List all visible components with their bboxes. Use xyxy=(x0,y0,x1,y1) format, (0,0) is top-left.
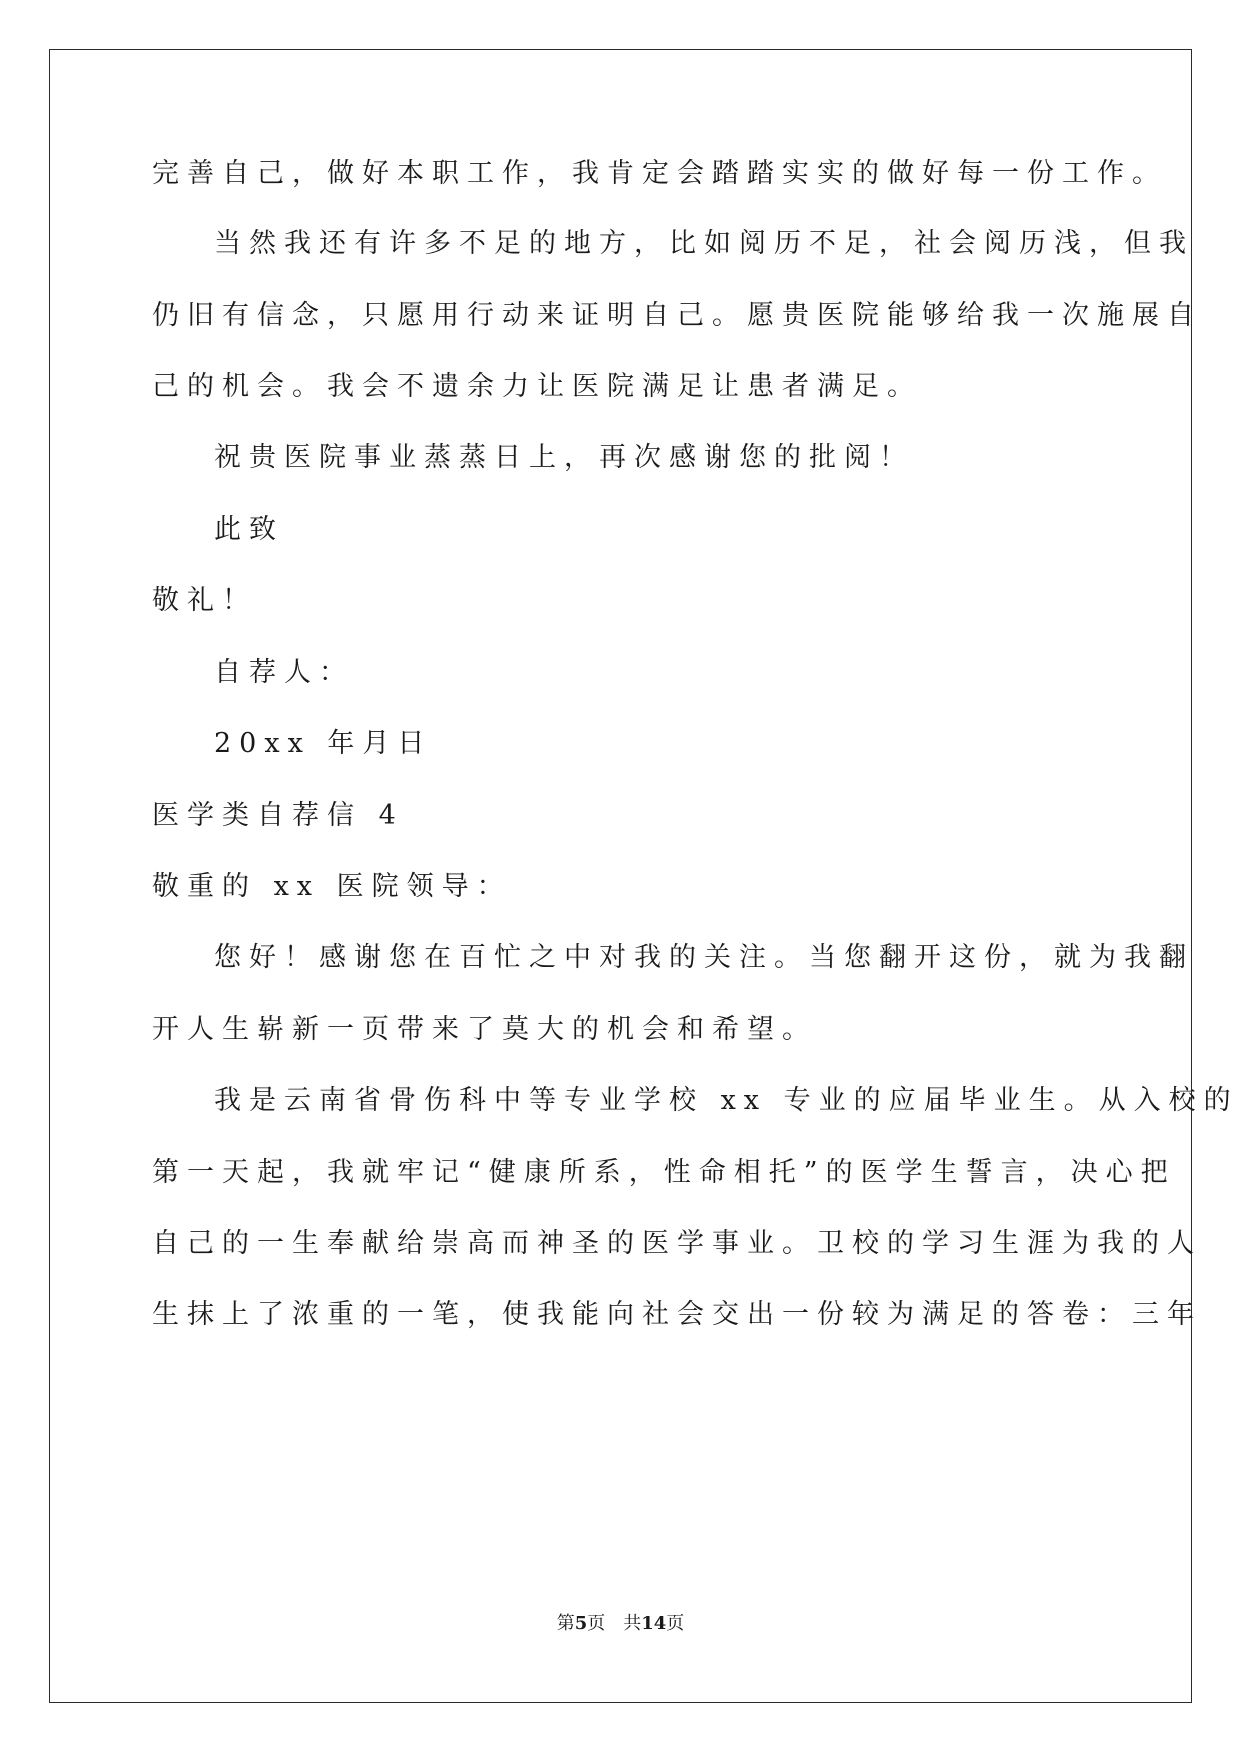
text-line: 自己的一生奉献给崇高而神圣的医学事业。卫校的学习生涯为我的人 xyxy=(152,1228,1202,1259)
section-title: 医学类自荐信 4 xyxy=(152,800,404,831)
closing-salutation: 此致 xyxy=(214,514,284,545)
page-mid: 页 共 xyxy=(587,1613,642,1634)
text-line: 开人生崭新一页带来了莫大的机会和希望。 xyxy=(152,1014,817,1045)
text-line: 当然我还有许多不足的地方，比如阅历不足，社会阅历浅，但我 xyxy=(214,228,1194,259)
date-line: 20xx 年月日 xyxy=(214,728,433,759)
text-line: 第一天起，我就牢记“健康所系，性命相托”的医学生誓言，决心把 xyxy=(152,1157,1176,1188)
greeting-line: 敬重的 xx 医院领导： xyxy=(152,871,512,902)
closing-regards: 敬礼！ xyxy=(152,585,257,616)
page-footer xyxy=(0,1612,1241,1636)
page-prefix: 第 xyxy=(556,1613,575,1634)
text-line: 己的机会。我会不遗余力让医院满足让患者满足。 xyxy=(152,371,922,402)
page-current: 5 xyxy=(574,1613,588,1634)
page-total: 14 xyxy=(641,1613,667,1634)
text-line: 生抹上了浓重的一笔，使我能向社会交出一份较为满足的答卷：三年 xyxy=(152,1299,1202,1330)
text-line: 仍旧有信念，只愿用行动来证明自己。愿贵医院能够给我一次施展自 xyxy=(152,300,1202,331)
page-suffix: 页 xyxy=(666,1613,685,1634)
text-line: 您好！感谢您在百忙之中对我的关注。当您翻开这份，就为我翻 xyxy=(214,942,1194,973)
text-line: 祝贵医院事业蒸蒸日上，再次感谢您的批阅！ xyxy=(214,442,914,473)
text-line: 完善自己，做好本职工作，我肯定会踏踏实实的做好每一份工作。 xyxy=(152,158,1167,189)
text-line: 我是云南省骨伤科中等专业学校 xx 专业的应届毕业生。从入校的 xyxy=(214,1085,1239,1116)
signature-label: 自荐人： xyxy=(214,657,354,688)
